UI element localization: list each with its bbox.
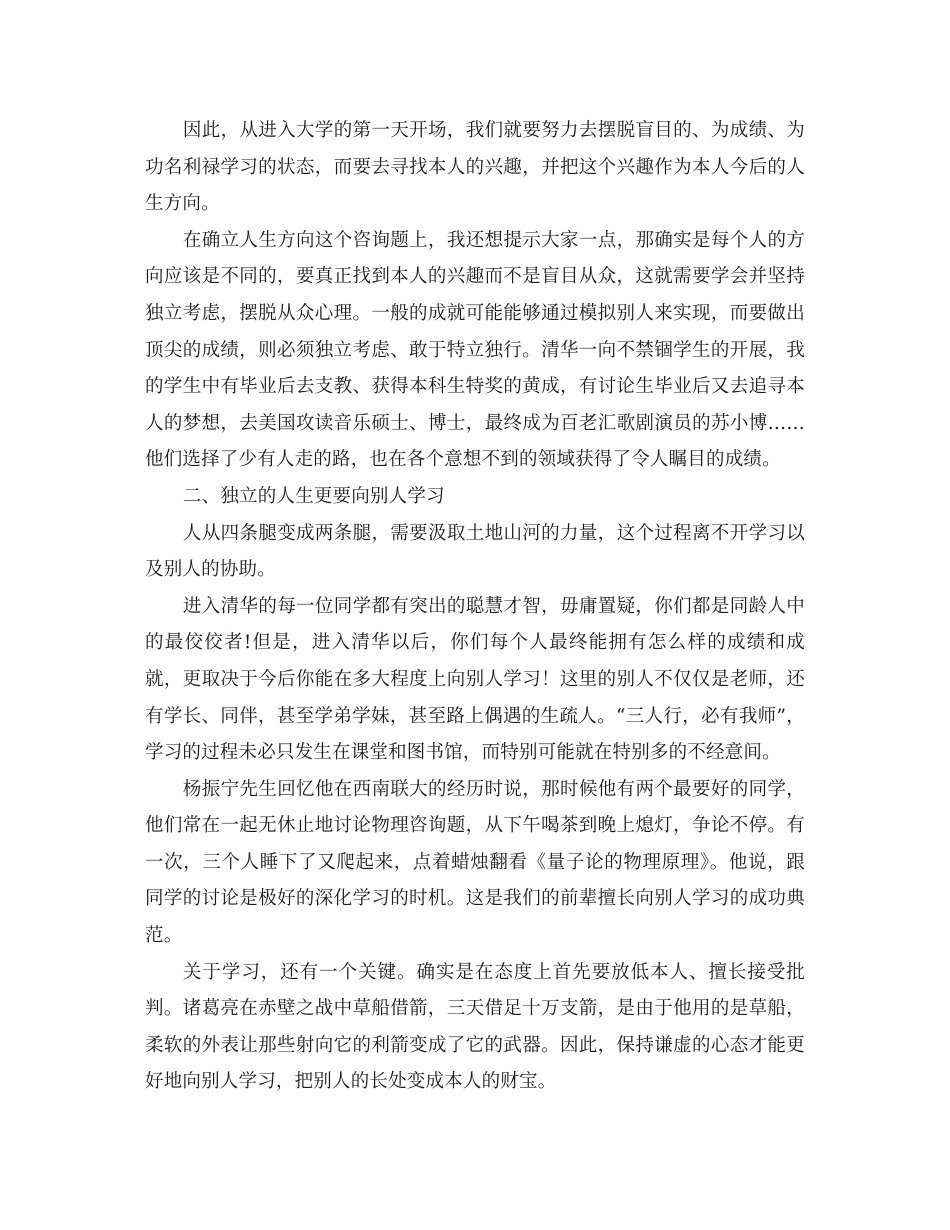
paragraph-tsinghua-students: 进入清华的每一位同学都有突出的聪慧才智，毋庸置疑，你们都是同龄人中的最佼佼者!但是，进入清华以后，你们每个人最终能拥有怎么样的成绩和成就，更取决于今后你能在多大程度上向别人学习！这里的别人不仅仅是老师，还有学长、同伴，甚至学弟学妹，甚至路上偶遇的生疏人。“三人行，必有我师”，学习的过程未必只发生在课堂和图书馆，而特别可能就在特别多的不经意间。	[145, 595, 805, 764]
section-heading-learn-from-others: 二、独立的人生更要向别人学习	[182, 485, 445, 507]
paragraph-independent-thinking: 在确立人生方向这个咨询题上，我还想提示大家一点，那确实是每个人的方向应该是不同的，要真正找到本人的兴趣而不是盲目从众，这就需要学会并坚持独立考虑，摆脱从众心理。一般的成就可能能够通过模拟别人来实现，而要做出顶尖的成绩，则必须独立考虑、敢于特立独行。清华一向不禁锢学生的开展，我的学生中有毕业后去支教、获得本科生特奖的黄成，有讨论生毕业后又去追寻本人的梦想，去美国攻读音乐硕士、博士，最终成为百老汇歌剧演员的苏小博……他们选择了少有人走的路，也在各个意想不到的领域获得了令人瞩目的成绩。	[145, 229, 805, 471]
paragraph-humility: 关于学习，还有一个关键。确实是在态度上首先要放低本人、擅长接受批判。诸葛亮在赤壁之战中草船借箭，三天借足十万支箭，是由于他用的是草船，柔软的外表让那些射向它的利箭变成了它的武器。因此，保持谦虚的心态才能更好地向别人学习，把别人的长处变成本人的财宝。	[145, 961, 805, 1093]
paragraph-interest: 因此，从进入大学的第一天开场，我们就要努力去摆脱盲目的、为成绩、为功名利禄学习的状态，而要去寻找本人的兴趣，并把这个兴趣作为本人今后的人生方向。	[145, 120, 805, 215]
paragraph-yang-zhenning: 杨振宁先生回忆他在西南联大的经历时说，那时候他有两个最要好的同学，他们常在一起无休止地讨论物理咨询题，从下午喝茶到晚上熄灯，争论不停。有一次，三个人睡下了又爬起来，点着蜡烛翻看《量子论的物理原理》。他说，跟同学的讨论是极好的深化学习的时机。这是我们的前辈擅长向别人学习的成功典范。	[145, 778, 805, 947]
paragraph-four-legs: 人从四条腿变成两条腿，需要汲取土地山河的力量，这个过程离不开学习以及别人的协助。	[145, 522, 805, 581]
document-body	[145, 113, 805, 1101]
